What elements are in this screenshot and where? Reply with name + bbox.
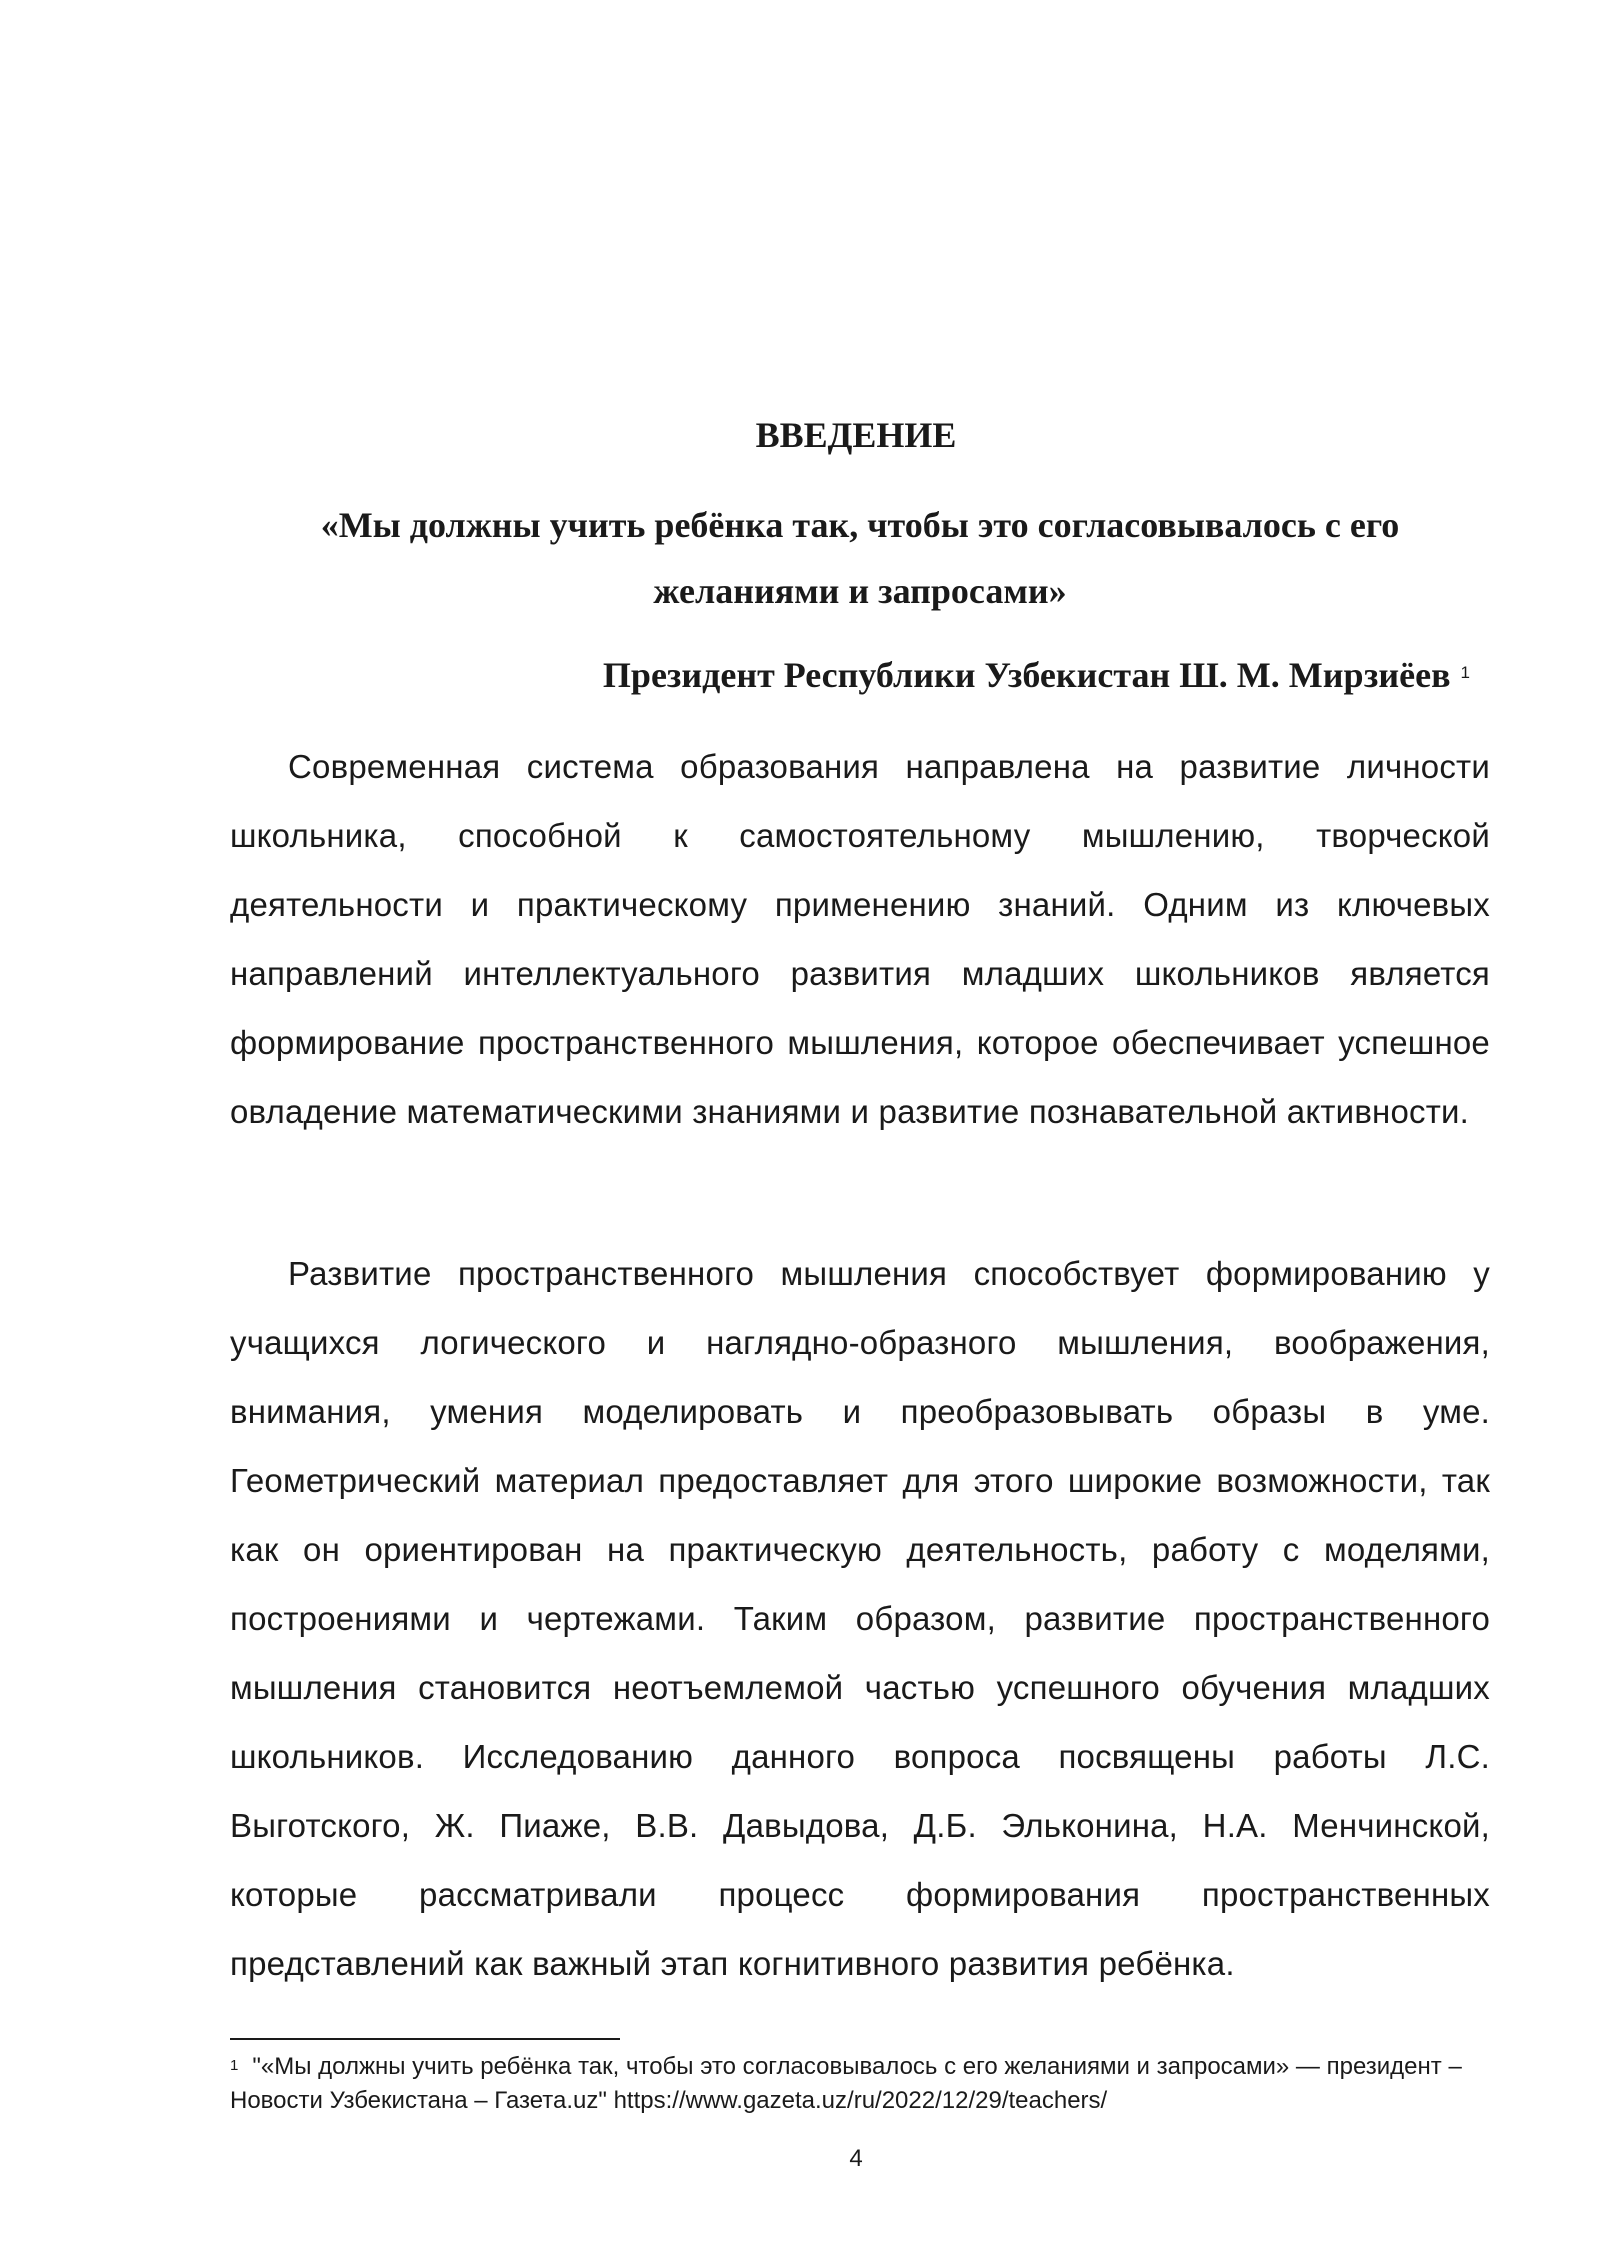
section-heading: ВВЕДЕНИЕ bbox=[755, 415, 957, 455]
footnote-reference[interactable]: 1 bbox=[1460, 663, 1470, 682]
page-number: 4 bbox=[849, 2145, 863, 2172]
footnote-separator bbox=[230, 2038, 620, 2040]
footnote bbox=[230, 2050, 1500, 2118]
epigraph-quote: «Мы должны учить ребёнка так, чтобы это согласовывалось с его желаниями и запросами» bbox=[320, 505, 1400, 611]
attribution-text: Президент Республики Узбекистан Ш. М. Мирзиёев bbox=[602, 655, 1451, 695]
body-paragraph-1: Современная система образования направлена на развитие личности школьника, способной к самостоятельному мышлению, творческой деятельности и практическому применению знаний. Одним из ключевых направлений интеллектуального развития младших школьников является формирование пространственного мышления, которое обеспечивает успешное овладение математическими знаниями и развитие познавательной активности. bbox=[230, 748, 1490, 1130]
epigraph-attribution bbox=[0, 650, 1470, 700]
body-paragraph-2: Развитие пространственного мышления способствует формированию у учащихся логического и наглядно-образного мышления, воображения, внимания, умения моделировать и преобразовывать образы в уме. Геометрический материал предоставляет для этого широкие возможности, так как он ориентирован на практическую деятельность, работу с моделями, построениями и чертежами. Таким образом, развитие пространственного мышления становится неотъемлемой частью успешного обучения младших школьников. Исследованию данного вопроса посвящены работы Л.С. Выготского, Ж. Пиаже, В.В. Давыдова, Д.Б. Эльконина, Н.А. Менчинской, которые рассматривали процесс формирования пространственных представлений как важный этап когнитивного развития ребёнка. bbox=[230, 1255, 1490, 1982]
footnote-text: "«Мы должны учить ребёнка так, чтобы это согласовывалось с его желаниями и запросами» — президент – Новости Узбекистана – Газета.uz" https://www.gazeta.uz/ru/2022/12/29/teachers/ bbox=[230, 2053, 1462, 2114]
footnote-number: 1 bbox=[230, 2057, 239, 2074]
